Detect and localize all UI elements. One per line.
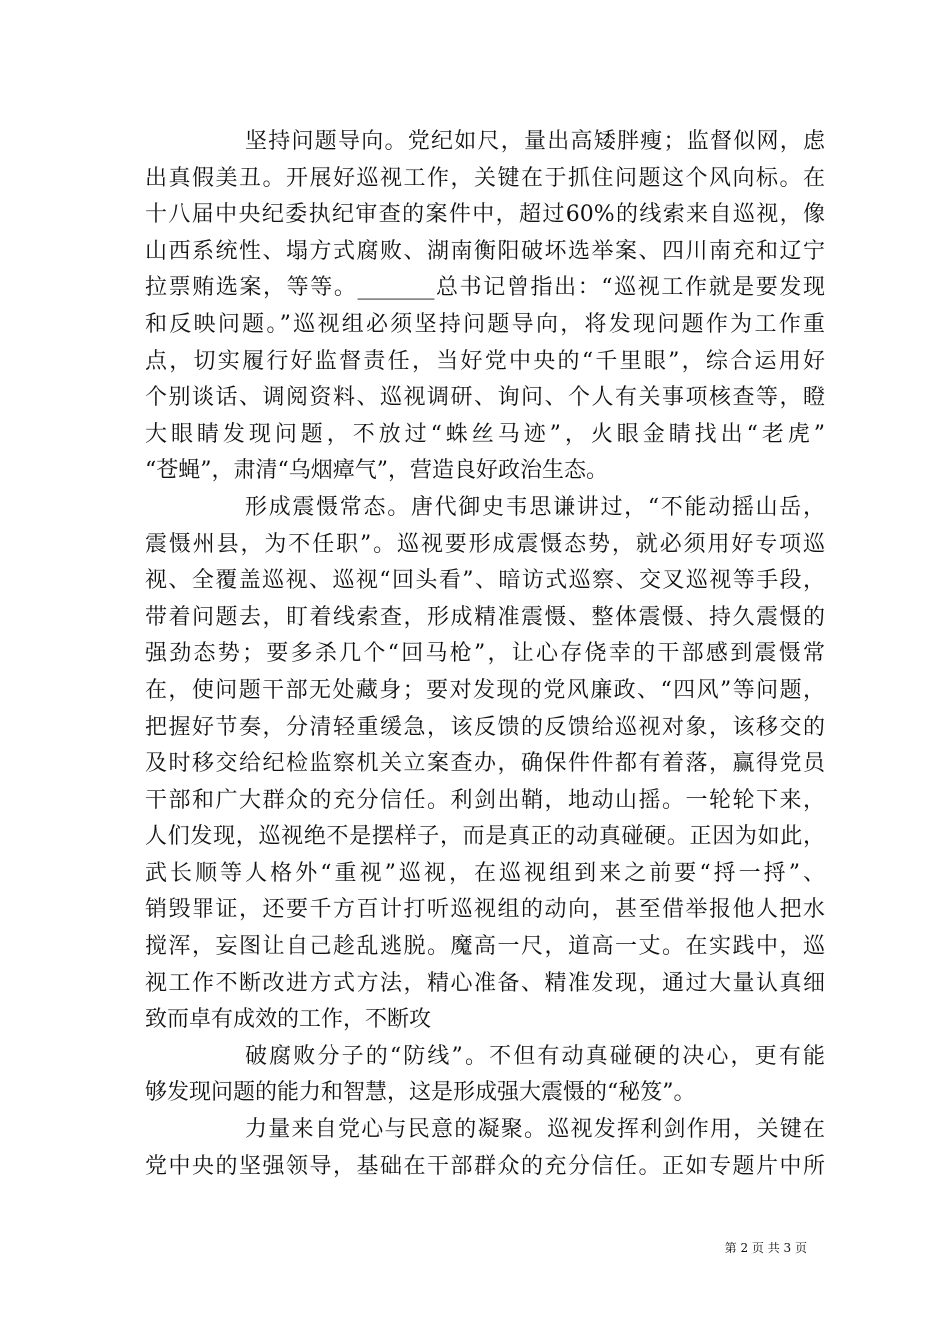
text-line: 和反映问题。”巡视组必须坚持问题导向，将发现问题作为工作重 <box>145 311 825 337</box>
text-line: 搅浑，妄图让自己趁乱逃脱。魔高一尺，道高一丈。在实践中，巡 <box>145 934 825 960</box>
text-line: 人们发现，巡视绝不是摆样子，而是真正的动真碰硬。正因为如此， <box>145 824 825 850</box>
text-line: 坚持问题导向。党纪如尺，量出高矮胖瘦；监督似网，虑 <box>245 129 825 154</box>
text-line: 大眼睛发现问题，不放过“蛛丝马迹”，火眼金睛找出“老虎” <box>145 421 825 447</box>
text-line: 视、全覆盖巡视、巡视“回头看”、暗访式巡察、交叉巡视等手段， <box>145 568 825 594</box>
text-line: 十八届中央纪委执纪审查的案件中，超过60%的线索来自巡视，像 <box>145 202 825 228</box>
page-number: 第 2 页 共 3 页 <box>724 1241 807 1255</box>
text-line: 出真假美丑。开展好巡视工作，关键在于抓住问题这个风向标。在 <box>145 165 825 191</box>
text-line: 拉票贿选案，等等。_______总书记曾指出：“巡视工作就是要发现 <box>145 275 825 301</box>
text-line: 够发现问题的能力和智慧，这是形成强大震慑的“秘笈”。 <box>145 1080 696 1106</box>
text-line: 破腐败分子的“防线”。不但有动真碰硬的决心，更有能 <box>245 1043 825 1069</box>
text-line: “苍蝇”，肃清“乌烟瘴气”，营造良好政治生态。 <box>145 458 608 484</box>
text-line: 带着问题去，盯着线索查，形成精准震慑、整体震慑、持久震慑的 <box>145 604 825 630</box>
paragraph-problem-oriented <box>145 124 825 490</box>
text-line: 点，切实履行好监督责任，当好党中央的“千里眼”，综合运用好 <box>145 348 825 374</box>
text-line: 个别谈话、调阅资料、巡视调研、询问、个人有关事项核查等，瞪 <box>145 385 825 411</box>
text-line: 致而卓有成效的工作，不断攻 <box>145 1007 432 1033</box>
text-line: 震慑州县，为不任职”。巡视要形成震慑态势，就必须用好专项巡 <box>145 531 825 557</box>
paragraph-strength <box>145 1112 825 1185</box>
body-text <box>145 124 825 1185</box>
text-line: 及时移交给纪检监察机关立案查办，确保件件都有着落，赢得党员 <box>145 751 825 777</box>
text-line: 视工作不断改进方式方法，精心准备、精准发现，通过大量认真细 <box>145 970 825 996</box>
text-line: 把握好节奏，分清轻重缓急，该反馈的反馈给巡视对象，该移交的 <box>145 714 825 740</box>
text-line: 在，使问题干部无处藏身；要对发现的党风廉政、“四风”等问题， <box>145 677 825 703</box>
text-line: 销毁罪证，还要千方百计打听巡视组的动向，甚至借举报他人把水 <box>145 897 825 923</box>
text-line: 力量来自党心与民意的凝聚。巡视发挥利剑作用，关键在 <box>245 1117 825 1143</box>
text-line: 干部和广大群众的充分信任。利剑出鞘，地动山摇。一轮轮下来， <box>145 787 825 813</box>
text-line: 强劲态势；要多杀几个“回马枪”，让心存侥幸的干部感到震慑常 <box>145 641 825 667</box>
text-line: 山西系统性、塌方式腐败、湖南衡阳破坏选举案、四川南充和辽宁 <box>145 238 825 264</box>
text-line: 武长顺等人格外“重视”巡视，在巡视组到来之前要“捋一捋”、 <box>145 860 825 886</box>
paragraph-defense-line <box>145 1039 825 1112</box>
text-line: 形成震慑常态。唐代御史韦思谦讲过，“不能动摇山岳， <box>245 494 825 520</box>
text-line: 党中央的坚强领导，基础在干部群众的充分信任。正如专题片中所 <box>145 1153 825 1179</box>
paragraph-deterrence <box>145 490 825 1039</box>
